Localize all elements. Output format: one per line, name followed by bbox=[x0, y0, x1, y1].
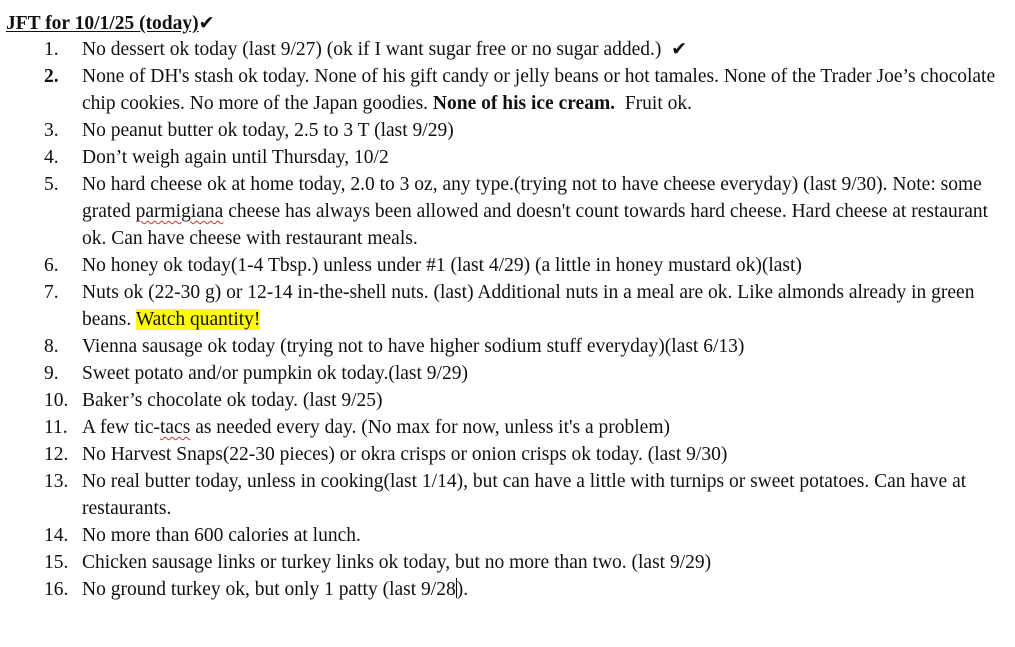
item-text: Fruit ok. bbox=[624, 93, 692, 114]
item-number: 6. bbox=[44, 255, 59, 276]
list-item-8 bbox=[6, 333, 1009, 360]
item-number: 5. bbox=[44, 174, 59, 195]
highlighted-text: Watch quantity! bbox=[135, 309, 261, 330]
item-number: 8. bbox=[44, 336, 59, 357]
list-item-1 bbox=[6, 36, 1009, 63]
item-number: 2. bbox=[44, 66, 59, 87]
item-text: No dessert ok today (last 9/27) (ok if I want sugar free or no sugar added.) bbox=[82, 39, 662, 60]
item-text: No peanut butter ok today, 2.5 to 3 T (last 9/29) bbox=[82, 120, 454, 141]
item-number: 4. bbox=[44, 147, 59, 168]
item-number: 16. bbox=[44, 579, 69, 600]
item-text: No hard cheese ok at home today, 2.0 to 3 oz, any type.(trying not to have cheese everyday) (last 9/30). Note: some grated bbox=[82, 174, 982, 222]
item-text: Baker’s chocolate ok today. (last 9/25) bbox=[82, 390, 383, 411]
item-number: 12. bbox=[44, 444, 69, 465]
list-item-16 bbox=[6, 576, 1009, 603]
item-text: Don’t weigh again until Thursday, 10/2 bbox=[82, 147, 389, 168]
item-text: No real butter today, unless in cooking(last 1/14), but can have a little with turnips or sweet potatoes. Can have at restaurants. bbox=[82, 471, 967, 519]
list-item-15 bbox=[6, 549, 1009, 576]
item-text: ). bbox=[456, 579, 469, 600]
list-item-3 bbox=[6, 117, 1009, 144]
item-text: as needed every day. (No max for now, unless it's a problem) bbox=[195, 417, 670, 438]
item-text: No ground turkey ok, but only 1 patty (last 9/28 bbox=[82, 579, 456, 600]
list-item-12 bbox=[6, 441, 1009, 468]
item-text: Nuts ok (22-30 g) or 12-14 in-the-shell nuts. (last) Additional nuts in a meal are ok. Like almonds already in green beans. bbox=[82, 282, 975, 330]
list-item-14 bbox=[6, 522, 1009, 549]
item-number: 9. bbox=[44, 363, 59, 384]
list-item-4 bbox=[6, 144, 1009, 171]
item-text: Vienna sausage ok today (trying not to have higher sodium stuff everyday)(last 6/13) bbox=[82, 336, 745, 357]
list-item-2 bbox=[6, 63, 1009, 117]
item-number: 3. bbox=[44, 120, 59, 141]
item-text-bold: None of his ice cream. bbox=[432, 93, 616, 114]
item-number: 10. bbox=[44, 390, 69, 411]
checkmark-icon: ✔ bbox=[198, 12, 215, 34]
item-number: 13. bbox=[44, 471, 69, 492]
list-item-10 bbox=[6, 387, 1009, 414]
list-item-13 bbox=[6, 468, 1009, 522]
item-text: cheese has always been allowed and doesn't count towards hard cheese. Hard cheese at restaurant ok. Can have cheese with restaurant meals. bbox=[82, 201, 989, 249]
item-text: No more than 600 calories at lunch. bbox=[82, 525, 361, 546]
checkmark-icon: ✔ bbox=[671, 38, 688, 60]
item-text: Chicken sausage links or turkey links ok today, but no more than two. (last 9/29) bbox=[82, 552, 712, 573]
item-number: 1. bbox=[44, 39, 59, 60]
item-number: 14. bbox=[44, 525, 69, 546]
document-title: JFT for 10/1/25 (today) bbox=[6, 13, 199, 34]
item-number: 7. bbox=[44, 282, 59, 303]
list-item-5 bbox=[6, 171, 1009, 252]
item-text: No honey ok today(1-4 Tbsp.) unless under #1 (last 4/29) (a little in honey mustard ok)(last) bbox=[82, 255, 802, 276]
misspelled-word: tacs bbox=[159, 417, 191, 438]
item-text: No Harvest Snaps(22-30 pieces) or okra crisps or onion crisps ok today. (last 9/30) bbox=[82, 444, 728, 465]
item-number: 11. bbox=[44, 417, 68, 438]
item-text: A few tic- bbox=[82, 417, 160, 438]
list-item-6 bbox=[6, 252, 1009, 279]
item-list bbox=[6, 36, 1009, 603]
item-text: Sweet potato and/or pumpkin ok today.(last 9/29) bbox=[82, 363, 468, 384]
item-number: 15. bbox=[44, 552, 69, 573]
title-line bbox=[6, 10, 1009, 36]
list-item-7 bbox=[6, 279, 1009, 333]
misspelled-word: parmigiana bbox=[135, 201, 224, 222]
item-text: None of DH's stash ok today. None of his gift candy or jelly beans or hot tamales. None of the Trader Joe’s chocolate chip cookies. No more of the Japan goodies. bbox=[82, 66, 996, 114]
list-item-11 bbox=[6, 414, 1009, 441]
list-item-9 bbox=[6, 360, 1009, 387]
